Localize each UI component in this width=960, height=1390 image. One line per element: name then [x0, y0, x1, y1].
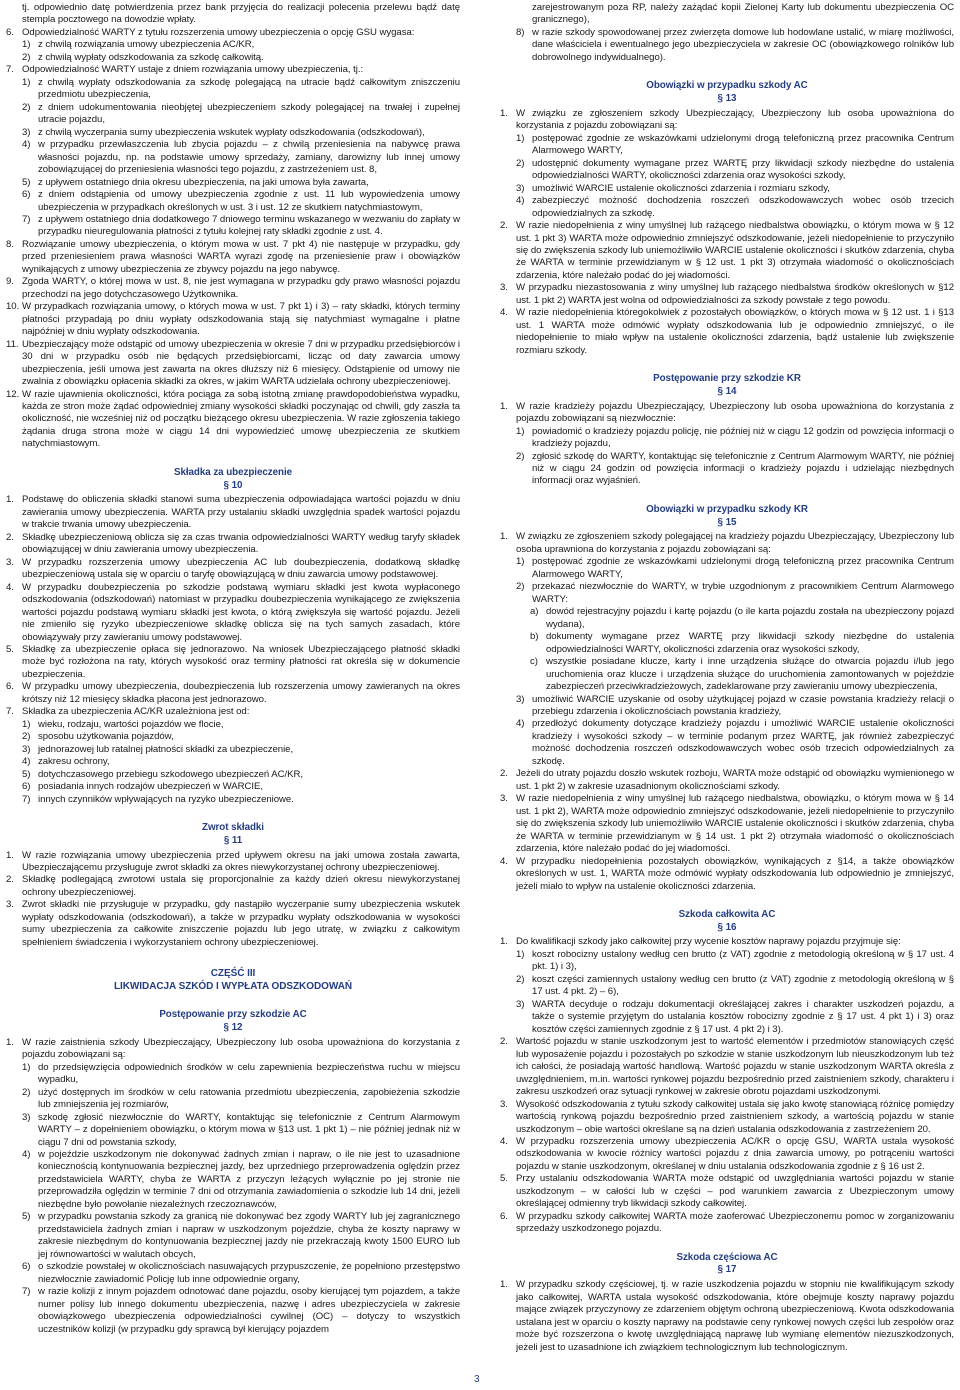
section-heading-kr-obligations: Obowiązki w przypadku szkody KR	[646, 503, 808, 515]
paragraph	[6, 582, 460, 644]
item-number: 7.	[6, 64, 14, 76]
sub-sub-item	[500, 631, 954, 656]
item-text: W razie kradzieży pojazdu Ubezpieczający, Ubezpieczony lub osoba upoważniona do korzystania z pojazdu zobowiązani są niezwłocznie:	[516, 400, 954, 425]
sub-item	[6, 756, 460, 768]
item-number: 1)	[516, 556, 525, 568]
item-number: 2)	[516, 157, 525, 169]
item-text: zabezpieczyć możność dochodzenia roszczeń odszkodowawczych wobec osób trzecich odpowiedzialnych za szkodę.	[532, 195, 954, 219]
item-number: 2)	[22, 1086, 31, 1098]
item-number: 1.	[500, 107, 508, 119]
sub-item	[6, 744, 460, 756]
item-text: Zwrot składki nie przysługuje w przypadku, gdy nastąpiło wyczerpanie sumy ubezpieczenia wskutek wypłaty odszkodowania (odszkodowań), a także w przypadku wypłaty odszkodowania w wysokości sumy ubezpieczenia za całkowite zniszczenie pojazdu lub jego utratę, w związku z całkowitym spełnieniem świadczenia i wykorzystaniem ochrony ubezpieczeniowej.	[22, 899, 460, 948]
item-number: 7)	[22, 1286, 31, 1298]
section-heading-ac-obligations: Obowiązki w przypadku szkody AC	[646, 80, 808, 92]
paragraph	[6, 27, 460, 39]
page-number: 3	[474, 1374, 480, 1385]
item-text: Składkę za ubezpieczenie opłaca się jednorazowo. Na wniosek Ubezpieczającego płatność składki może być rozłożona na raty, których wysokość oraz terminy płatności rat określa się w dokumencie ubezpieczenia.	[22, 643, 460, 680]
section-number-10: § 10	[223, 479, 243, 491]
item-text: W przypadku doubezpieczenia po szkodzie podstawą wymiaru składki jest kwota wypłaconego odszkodowania (odszkodowań) natomiast w przypadku doubezpieczenia wynikającego ze zwiększenia wartości pojazdu podstawą wymiaru składki jest kwota, o którą zwiększyła się wartość pojazdu. Jeżeli nie zmieniło się ryzyko ubezpieczeniowe składkę oblicza się na tych samych zasadach, które obowiązywały przy zawieraniu umowy podstawowej.	[22, 581, 460, 643]
paragraph	[6, 1037, 460, 1062]
left-column	[6, 2, 460, 1336]
item-text: zarejestrowanym poza RP, należy zażądać kopii Zielonej Karty lub dokumentu ubezpieczenia OC granicznego),	[532, 2, 954, 26]
item-text: postępować zgodnie ze wskazówkami udzielonymi drogą telefoniczną przez pracownika Centrum Alarmowego WARTY,	[532, 132, 954, 157]
item-number: 3)	[22, 126, 31, 138]
item-text: wszystkie posiadane klucze, karty i inne urządzenia służące do otwarcia pojazdu i/lub jego uruchomienia oraz klucze i urządzenia służące do uruchomienia zamontowanych w pojeździe zabezpieczeń przeciwkradzieżowych, zadeklarowane przy zawieraniu umowy ubezpieczenia,	[546, 656, 954, 693]
item-number: 12.	[6, 388, 20, 400]
item-number: 9.	[6, 276, 14, 288]
item-text: w razie szkody spowodowanej przez zwierzęta domowe lub hodowlane ustalić, w miarę możliwości, dane właściciela i ewentualnego jego ubezpieczyciela w zakresie OC (obowiązkowego rolników lub dobrowolnego indywidualnego).	[532, 26, 954, 63]
item-number: 11.	[6, 338, 19, 350]
item-number: 3.	[6, 556, 14, 568]
item-number: 2.	[500, 768, 508, 780]
sub-item	[500, 2, 954, 27]
sub-item	[6, 214, 460, 239]
paragraph	[500, 307, 954, 357]
item-text: W przypadku szkody całkowitej WARTA może zaoferować Ubezpieczonemu pomoc w zorganizowaniu sprzedaży uszkodzonego pojazdu.	[516, 1210, 954, 1235]
item-text: powiadomić o kradzieży pojazdu policję, nie później niż w ciągu 12 godzin od powzięcia informacji o kradzieży pojazdu,	[532, 425, 954, 450]
item-number: 6.	[6, 26, 14, 38]
sub-item	[6, 127, 460, 139]
sub-item	[500, 556, 954, 581]
paragraph	[500, 531, 954, 556]
item-text: W razie ujawnienia okoliczności, która pociąga za sobą istotną zmianę prawdopodobieństwa wypadku, każda ze stron może żądać odpowiedniej zmiany wysokości składki poczynając od chwili, gdy zaszła ta okoliczność, nie wcześniej niż od początku bieżącego okresu ubezpieczenia. W razie zgłoszenia takiego żądania druga strona może w ciągu 14 dni wypowiedzieć umowę ubezpieczenia ze skutkiem natychmiastowym.	[22, 388, 460, 450]
sub-item	[6, 1062, 460, 1087]
item-number: 1.	[500, 400, 508, 412]
item-text: sposobu użytkowania pojazdów,	[38, 731, 174, 743]
section-number-15: § 15	[717, 516, 737, 528]
sub-item	[500, 158, 954, 183]
item-number: b)	[530, 631, 539, 643]
item-number: 3.	[500, 282, 508, 294]
item-text: dotychczasowego przebiegu szkodowego ubezpieczeń AC/KR,	[38, 768, 303, 780]
item-text: z chwilą rozwiązania umowy ubezpieczenia AC/KR,	[38, 39, 255, 51]
item-text: dowód rejestracyjny pojazdu i kartę pojazdu (o ile karta pojazdu została na ubezpieczony pojazd wydana),	[546, 606, 954, 630]
paragraph	[6, 681, 460, 706]
item-number: 3.	[500, 1098, 508, 1110]
item-text: Jeżeli do utraty pojazdu doszło wskutek rozboju, WARTA może odstąpić od obowiązku wymienionego w ust. 1 pkt 2) w zakresie uzasadnionym okolicznościami szkody.	[516, 768, 954, 792]
paragraph	[500, 768, 954, 793]
item-text: z chwilą wyczerpania sumy ubezpieczenia wskutek wypłaty odszkodowania (odszkodowań),	[38, 126, 425, 138]
item-number: 8)	[516, 26, 525, 38]
item-text: użyć dostępnych im środków w celu ratowania przedmiotu ubezpieczenia, zapobieżenia szkodzie lub zmniejszenia jej rozmiarów,	[38, 1086, 460, 1111]
item-text: z upływem ostatniego dnia dodatkowego 7 dniowego terminu wskazanego w wezwaniu do zapłaty w przypadku nieuregulowania płatności z tytułu kolejnej raty składki zgodnie z ust. 4.	[38, 213, 460, 238]
item-number: 3)	[22, 743, 31, 755]
item-text: tj. odpowiednio datę potwierdzenia przez bank przyjęcia do realizacji polecenia przelewu bądź datę stempla pocztowego na dowodzie wpłaty.	[22, 2, 460, 26]
paragraph	[6, 339, 460, 389]
item-number: 4)	[22, 139, 31, 151]
paragraph	[6, 494, 460, 531]
section-heading-kr-procedure: Postępowanie przy szkodzie KR	[653, 373, 801, 385]
item-number: 6)	[22, 1261, 31, 1273]
sub-item	[500, 999, 954, 1036]
paragraph	[6, 850, 460, 875]
sub-item	[500, 974, 954, 999]
sub-sub-item	[500, 656, 954, 693]
item-number: 1.	[500, 936, 508, 948]
item-number: 1)	[22, 718, 31, 730]
item-number: 4.	[500, 1135, 508, 1147]
section-number-11: § 11	[223, 834, 243, 846]
item-number: 1)	[516, 132, 525, 144]
paragraph	[500, 936, 954, 948]
sub-item	[6, 731, 460, 743]
item-number: 5.	[6, 643, 14, 655]
item-text: wieku, rodzaju, wartości pojazdów we flocie,	[38, 718, 224, 730]
item-number: 3.	[500, 793, 508, 805]
item-text: Przy ustalaniu odszkodowania WARTA może odstąpić od uwzględniania wartości pojazdu w stanie uszkodzonym – w całości lub w części – pod warunkiem zawarcia z Ubezpieczonym umowy określającej odmienny tryb likwidacji szkody całkowitej.	[516, 1173, 954, 1210]
item-number: 1.	[6, 1036, 14, 1048]
section-number-16: § 16	[717, 921, 737, 933]
item-number: 1)	[22, 39, 31, 51]
item-text: w razie kolizji z innym pojazdem odnotować dane pojazdu, osoby kierującej tym pojazdem, a także numer polisy lub innego dokumentu ubezpieczenia, nazwę i adres ubezpieczyciela w zakresie obowiązkowego ubezpieczenia odpowiedzialności cywilnej (OC) – dotyczy to wszystkich uczestników kolizji (w przypadku gdy sprawcą był kierujący pojazdem	[38, 1286, 460, 1335]
sub-item	[6, 139, 460, 176]
item-text: Składkę ubezpieczeniową oblicza się za czas trwania odpowiedzialności WARTY według taryfy składek obowiązującej w dniu zawierania umowy ubezpieczenia.	[22, 531, 460, 556]
item-text: dokumenty wymagane przez WARTĘ przy likwidacji szkody niezbędne do ustalenia odpowiedzialności WARTY, okoliczności zdarzenia oraz wysokości szkody,	[546, 631, 954, 655]
item-text: Składkę podlegającą zwrotowi ustala się proporcjonalnie za każdy dzień okresu niewykorzystanej ochrony ubezpieczeniowej.	[22, 874, 460, 898]
sub-item	[6, 1211, 460, 1261]
sub-item	[500, 949, 954, 974]
item-number: 1)	[22, 76, 31, 88]
item-number: 10.	[6, 301, 20, 313]
paragraph	[500, 1173, 954, 1210]
item-number: 2.	[6, 874, 14, 886]
item-text: W przypadku niedopełnienia pozostałych obowiązków, wynikających z §14, a także obowiązków określonych w ust. 1, WARTA może odmówić wypłaty odszkodowania lub odpowiednio je zmniejszyć, jeżeli miało to wpływ na ustalenie okoliczności zdarzenia.	[516, 855, 954, 892]
item-number: 4.	[500, 855, 508, 867]
item-number: 5)	[22, 1211, 31, 1223]
sub-item	[6, 102, 460, 127]
item-number: 3)	[516, 693, 525, 705]
sub-item	[6, 177, 460, 189]
paragraph	[6, 644, 460, 681]
item-number: 1.	[6, 494, 14, 506]
sub-item	[500, 133, 954, 158]
paragraph	[6, 706, 460, 718]
item-text: z upływem ostatniego dnia okresu ubezpieczenia, na jaki umowa była zawarta,	[38, 176, 369, 188]
item-number: 6.	[500, 1210, 508, 1222]
paragraph	[6, 532, 460, 557]
item-number: 7.	[6, 706, 14, 718]
item-text: udostępnić dokumenty wymagane przez WARTĘ przy likwidacji szkody niezbędne do ustalenia odpowiedzialności WARTY, okoliczności zdarzenia oraz wysokości szkody,	[532, 157, 954, 182]
item-text: szkodę zgłosić niezwłocznie do WARTY, kontaktując się telefonicznie z Centrum Alarmowym WARTY – z dopełnieniem obowiązku, o którym mowa w §13 ust. 1 pkt 1) – nie później jednak niż w ciągu 7 dni od powstania szkody,	[38, 1111, 460, 1148]
sub-item	[6, 39, 460, 51]
item-number: 7)	[22, 213, 31, 225]
item-text: W przypadkach rozwiązania umowy, o których mowa w ust. 7 pkt 1) i 3) – raty składki, których terminy płatności przypadają po dniu wypłaty odszkodowania stają się natychmiast wymagalne i płatne najpóźniej w dniu wypłaty odszkodowania.	[22, 301, 460, 338]
item-text: koszt robocizny ustalony według cen brutto (z VAT) zgodnie z metodologią określoną w § 17 ust. 4 pkt. 1) i 3),	[532, 948, 954, 973]
paragraph	[500, 1036, 954, 1098]
item-number: 4)	[22, 1148, 31, 1160]
item-text: do przedsięwzięcia odpowiednich środków w celu zapewnienia bezpieczeństwa ruchu w miejscu wypadku,	[38, 1061, 460, 1086]
sub-item	[6, 1286, 460, 1336]
item-text: zgłosić szkodę do WARTY, kontaktując się telefonicznie z Centrum Alarmowym WARTY, nie później niż w ciągu 24 godzin od powzięcia informacji o kradzieży pojazdu i udzielając niezbędnych informacji oraz wyjaśnień.	[532, 450, 954, 487]
paragraph	[500, 793, 954, 855]
sub-item	[500, 451, 954, 488]
item-text: koszt części zamiennych ustalony według cen brutto (z VAT) zgodnie z metodologią określoną w § 17 ust. 4 pkt. 2) – 6),	[532, 973, 954, 998]
item-text: Wartość pojazdu w stanie uszkodzonym jest to wartość elementów i przedmiotów stanowiących część lub wyposażenie pojazdu i pozostałych po szkodzie w stanie uszkodzonym lub nieuszkodzonym lub też ich całości, że posiadają wartość handlową. Wartość pojazdu w stanie uszkodzonym WARTA określa z uwzględnieniem, m.in. wartości rynkowej pojazdu bezpośrednio przed zaistnieniem szkody, charakteru i zakresu uszkodzeń oraz sytuacji rynkowej w zakresie obrotu pojazdami uszkodzonymi.	[516, 1036, 954, 1098]
sub-item	[6, 781, 460, 793]
sub-sub-item	[500, 606, 954, 631]
item-number: 4.	[6, 581, 14, 593]
paragraph	[500, 1136, 954, 1173]
paragraph	[6, 301, 460, 338]
item-number: 2)	[516, 450, 525, 462]
item-text: Składka za ubezpieczenia AC/KR uzależniona jest od:	[22, 706, 250, 718]
item-text: Podstawę do obliczenia składki stanowi suma ubezpieczenia odpowiadająca wartości pojazdu w dniu zawierania umowy ubezpieczenia. WARTA przy ustalaniu składki uwzględnia spadek wartości pojazdu w trakcie trwania umowy ubezpieczenia.	[22, 494, 460, 531]
section-heading-refund: Zwrot składki	[202, 822, 264, 834]
item-number: 2)	[22, 101, 31, 113]
item-number: 3)	[516, 998, 525, 1010]
sub-item	[6, 1149, 460, 1211]
item-number: c)	[530, 656, 538, 668]
paragraph	[500, 401, 954, 426]
section-number-13: § 13	[717, 93, 737, 105]
item-text: w przypadku przewłaszczenia lub zbycia pojazdu – z chwilą przeniesienia na nabywcę prawa własności pojazdu, np. na podstawie umowy sprzedaży, zamiany, darowizny lub innej umowy zobowiązującej do przeniesienia własności tego pojazdu, z zastrzeżeniem ust. 8,	[38, 139, 460, 176]
paragraph	[500, 1279, 954, 1354]
section-heading-total-loss: Szkoda całkowita AC	[678, 909, 776, 920]
item-number: 5)	[22, 176, 31, 188]
sub-item	[500, 183, 954, 195]
item-number: 2)	[516, 581, 525, 593]
item-text: W razie zaistnienia szkody Ubezpieczający, Ubezpieczony lub osoba upoważniona do korzystania z pojazdu zobowiązani są:	[22, 1036, 460, 1061]
item-text: Ubezpieczający może odstąpić od umowy ubezpieczenia w okresie 7 dni w przypadku przedsiębiorców i 30 dni w przypadku osób nie będących przedsiębiorcami, licząc od daty zawarcia umowy ubezpieczenia, jeśli umowa jest zawarta na okres dłuższy niż 6 miesięcy. Odstąpienie od umowy nie zwalnia z obowiązku opłacenia składki za okres, w jakim WARTA udzielała ochrony ubezpieczeniowej.	[22, 338, 460, 388]
paragraph	[500, 1211, 954, 1236]
paragraph	[500, 220, 954, 282]
item-number: 1)	[22, 1061, 31, 1073]
paragraph	[6, 64, 460, 76]
sub-item	[500, 27, 954, 64]
item-text: umożliwić WARCIE ustalenie okoliczności zdarzenia i rozmiaru szkody,	[532, 182, 830, 194]
sub-item	[500, 426, 954, 451]
item-number: 1.	[500, 531, 508, 543]
sub-item	[6, 52, 460, 64]
item-text: umożliwić WARCIE uzyskanie od osoby użytkującej pojazd w czasie powstania kradzieży relacji o przebiegu zdarzenia i okolicznościach powstania kradzieży,	[532, 693, 954, 717]
item-number: 1.	[500, 1279, 508, 1291]
item-number: 7)	[22, 793, 31, 805]
item-text: Odpowiedzialność WARTY ustaje z dniem rozwiązania umowy ubezpieczenia, tj.:	[22, 64, 364, 76]
item-text: W razie rozwiązania umowy ubezpieczenia przed upływem okresu na jaki umowa została zawarta, Ubezpieczającemu przysługuje zwrot składki za okres niewykorzystanej ochrony ubezpieczeniowej.	[22, 849, 460, 873]
item-text: w przypadku powstania szkody za granicą nie dokonywać bez zgody WARTY lub jej zagranicznego przedstawiciela żadnych zmian i napraw w uszkodzonym pojeździe, chyba że koszty naprawy w zakresie niezbędnym do kontynuowania bezpiecznej jazdy nie przekraczają kwoty 1500 EURO lub jej równowartości w walutach obcych,	[38, 1211, 460, 1260]
item-text: W przypadku umowy ubezpieczenia, doubezpieczenia lub rozszerzenia umowy zawieranych na okres krótszy niż 12 miesięcy składka płacona jest jednorazowo.	[22, 681, 460, 705]
item-number: 5.	[500, 1173, 508, 1185]
section-heading-ac-procedure: Postępowanie przy szkodzie AC	[159, 1009, 307, 1021]
paragraph	[500, 282, 954, 307]
item-number: 6)	[22, 189, 31, 201]
item-number: 2.	[6, 531, 14, 543]
item-text: w pojeździe uszkodzonym nie dokonywać żadnych zmian i napraw, o ile nie jest to uzasadnione koniecznością kontynuowania bezpiecznej jazdy, bez uprzedniego przeprowadzenia oględzin przez przedstawiciela WARTY, chyba że WARTA z przyczyn leżących wyłącznie po jej stronie nie przeprowadziła oględzin w terminie 7 dni od otrzymania zawiadomienia o szkodzie lub 14 dni, jeżeli niezbędne było powołanie niezależnych rzeczoznawców,	[38, 1148, 460, 1210]
paragraph	[6, 557, 460, 582]
item-text: W przypadku rozszerzenia umowy ubezpieczenia AC/KR o opcję GSU, WARTA ustala wysokość odszkodowania w kwocie różnicy wartości pojazdu z dnia zawarcia umowy, po potrąceniu wartości pojazdu w stanie uszkodzonym, określanej w dniu ustalania odszkodowania zgodnie z § 16 ust 2.	[516, 1135, 954, 1172]
item-number: 5)	[22, 768, 31, 780]
item-number: 1)	[516, 425, 525, 437]
item-number: 8.	[6, 238, 14, 250]
sub-item	[500, 581, 954, 606]
item-number: 2)	[516, 973, 525, 985]
item-number: 2)	[22, 731, 31, 743]
item-text: WARTA decyduje o rodzaju dokumentacji określającej zakres i charakter uszkodzeń pojazdu, a także o systemie przyjętym do ustalania kosztów robocizny zgodnie z § 17 ust. 4 pkt 1) i 3) oraz kosztów części zamiennych zgodnie z § 17 ust. 4 pkt 2) i 3).	[532, 998, 954, 1035]
item-number: 6.	[6, 681, 14, 693]
item-text: Rozwiązanie umowy ubezpieczenia, o którym mowa w ust. 7 pkt 4) nie następuje w przypadku, gdy przed przeniesieniem prawa własności WARTA wyrazi zgodę na przeniesienie praw i obowiązków wynikających z umowy ubezpieczenia ze zbywcy pojazdu na jego nabywcę.	[22, 238, 460, 275]
item-text: W związku ze zgłoszeniem szkody Ubezpieczający, Ubezpieczony lub osoba upoważniona do korzystania z pojazdu zobowiązani są:	[516, 107, 954, 132]
part-title: CZĘŚĆ III	[210, 968, 256, 980]
item-number: 2.	[500, 1036, 508, 1048]
item-text: W razie niedopełnienia z winy umyślnej lub rażącego niedbalstwa, obowiązku, o którym mowa w § 14 ust. 1 pkt 2), WARTA może odpowiednio zmniejszyć odszkodowanie, jeżeli niedopełnienie to przyczyniło się do zwiększenia szkody lub uniemożliwiło WARCIE ustalenie okoliczności i skutków zdarzenia, chyba że WARTA w terminie przewidzianym w § 14 ust. 1 pkt 2) otrzymała wiadomość o okolicznościach zdarzenia, które należało podać do jej wiadomości.	[516, 793, 954, 855]
sub-item	[500, 195, 954, 220]
item-text: W przypadku szkody częściowej, tj. w razie uszkodzenia pojazdu w stopniu nie kwalifikującym szkody jako całkowitej, WARTA ustala wysokość odszkodowania, które obejmuje koszty naprawy pojazdu mające związek przyczynowy ze zdarzeniem objętym ochroną ubezpieczeniową. Kwota odszkodowania ustalana jest w oparciu o koszty naprawy na podstawie ceny rynkowej nowych części lub zespołów oraz może być rozszerzona o kwotę uwzględniającą naprawę lub wymianę elementów niezuszkodzonych, jeżeli jest to uzasadnione ich związkiem technologicznym lub technologicznym.	[516, 1279, 954, 1353]
item-text: posiadania innych rodzajów ubezpieczeń w WARCIE,	[38, 781, 263, 793]
item-number: 4.	[500, 307, 508, 319]
item-text: przedłożyć dokumenty dotyczące kradzieży pojazdu i umożliwić WARCIE ustalenie okoliczności kradzieży i wysokości szkody – w terminie podanym przez WARTĘ, jak również zabezpieczyć możność dochodzenia roszczeń odszkodowawczych wobec osób trzecich odpowiedzialnych za szkodę.	[532, 718, 954, 767]
section-number-14: § 14	[717, 385, 737, 397]
sub-item	[500, 694, 954, 719]
sub-item	[6, 794, 460, 806]
item-text: Odpowiedzialność WARTY z tytułu rozszerzenia umowy ubezpieczenia o opcję GSU wygasa:	[22, 26, 415, 38]
sub-item	[6, 1087, 460, 1112]
paragraph	[6, 874, 460, 899]
paragraph	[6, 899, 460, 949]
part-subtitle: LIKWIDACJA SZKÓD I WYPŁATA ODSZKODOWAŃ	[113, 981, 353, 993]
item-text: z dniem udokumentowania nieobjętej ubezpieczeniem szkody polegającej na trwałej i zupełnej utracie pojazdu,	[38, 101, 460, 126]
item-text: innych czynników wpływających na ryzyko ubezpieczeniowe.	[38, 793, 294, 805]
item-text: W razie niedopełnienia któregokolwiek z pozostałych obowiązków, o których mowa w § 12 ust. 1 i §13 ust. 1 WARTA może odmówić wypłaty odszkodowania lub je odpowiednio zmniejszyć, o ile niedopełnienie to miało wpływ na ustalenie okoliczności zdarzenia, bądź ustalenie lub zwiększenie rozmiaru szkody.	[516, 307, 954, 356]
item-text: z dniem odstąpienia od umowy ubezpieczenia zgodnie z ust. 11 lub wypowiedzenia umowy ubezpieczenia w przypadkach określonych w ust. 3 i ust. 12 ze skutkiem natychmiastowym,	[38, 189, 460, 213]
item-text: W związku ze zgłoszeniem szkody polegającej na kradzieży pojazdu Ubezpieczający, Ubezpieczony lub osoba uprawniona do korzystania z pojazdu zobowiązani są:	[516, 531, 954, 555]
paragraph	[6, 239, 460, 276]
section-number-12: § 12	[223, 1022, 243, 1034]
item-text: postępować zgodnie ze wskazówkami udzielonymi drogą telefoniczną przez pracownika Centrum Alarmowego WARTY,	[532, 556, 954, 580]
item-text: Wysokość odszkodowania z tytułu szkody całkowitej ustala się jako kwotę stanowiącą różnicę pomiędzy wartością rynkową pojazdu bezpośrednio przed zaistnieniem szkody, a wartością pojazdu w stanie uszkodzonym – obie wartości określane są na dzień ustalania odszkodowania z zastrzeżeniem 20.	[516, 1098, 954, 1135]
item-number: 6)	[22, 781, 31, 793]
paragraph	[500, 108, 954, 133]
item-text: z chwilą wypłaty odszkodowania za szkodę całkowitą.	[38, 51, 264, 63]
paragraph	[6, 389, 460, 451]
right-column	[500, 2, 954, 1354]
item-text: przekazać niezwłocznie do WARTY, w trybie uzgodnionym z pracownikiem Centrum Alarmowego WARTY:	[532, 581, 954, 605]
item-text: W przypadku niezastosowania z winy umyślnej lub rażącego niedbalstwa środków określonych w §12 ust. 1 pkt 2) WARTA jest wolna od odpowiedzialności za szkody powstałe z tego powodu.	[516, 282, 954, 306]
item-text: o szkodzie powstałej w okolicznościach nasuwających przypuszczenie, że popełniono przestępstwo niezwłocznie zawiadomić Policję lub inne odpowiednie organy,	[38, 1261, 460, 1285]
item-number: 4)	[22, 756, 31, 768]
section-number-17: § 17	[717, 1264, 737, 1276]
item-number: 1)	[516, 948, 525, 960]
item-number: 3)	[516, 182, 525, 194]
item-number: 2.	[500, 220, 508, 232]
item-text: zakresu ochrony,	[38, 756, 110, 768]
item-number: 3)	[22, 1111, 31, 1123]
paragraph	[6, 276, 460, 301]
section-heading-premium: Składka za ubezpieczenie	[173, 466, 293, 478]
paragraph	[500, 856, 954, 893]
item-text: W razie niedopełnienia z winy umyślnej lub rażącego niedbalstwa obowiązku, o którym mowa w § 12 ust. 1 pkt 3) WARTA może odpowiednio zmniejszyć odszkodowanie, jeżeli niedopełnienie to przyczyniło się do zwiększenia szkody lub uniemożliwiło WARCIE ustalenie okoliczności i skutków zdarzenia, chyba że WARTA w terminie przewidzianym w § 12 ust. 1 pkt 3) otrzymała wiadomość o okolicznościach zdarzenia, które należało podać do jej wiadomości.	[516, 220, 954, 281]
item-number: 1.	[6, 849, 14, 861]
item-text: jednorazowej lub ratalnej płatności składki za ubezpieczenie,	[38, 743, 294, 755]
item-number: 4)	[516, 718, 525, 730]
sub-item	[6, 189, 460, 214]
item-number: a)	[530, 606, 539, 618]
item-number: 2)	[22, 51, 31, 63]
sub-item	[500, 718, 954, 768]
sub-item	[6, 1112, 460, 1149]
item-text: Zgoda WARTY, o której mowa w ust. 8, nie jest wymagana w przypadku gdy prawo własności pojazdu przechodzi na jego dotychczasowego Użytkownika.	[22, 276, 460, 300]
sub-item	[6, 77, 460, 102]
item-text: z chwilą wypłaty odszkodowania za szkodę polegającą na utracie bądź całkowitym zniszczeniu przedmiotu ubezpieczenia,	[38, 76, 460, 101]
section-heading-partial-loss: Szkoda częściowa AC	[676, 1251, 778, 1263]
item-text: Do kwalifikacji szkody jako całkowitej przy wycenie kosztów naprawy pojazdu przyjmuje się:	[516, 936, 901, 948]
sub-item	[6, 769, 460, 781]
paragraph	[500, 1099, 954, 1136]
item-text: W przypadku rozszerzenia umowy ubezpieczenia AC lub doubezpieczenia, dodatkową składkę ubezpieczeniową ustala się w oparciu o taryfę obowiązującą w dniu zawarcia umowy podstawowej.	[22, 556, 460, 581]
sub-item	[6, 1261, 460, 1286]
item-number: 4)	[516, 195, 525, 207]
item-number: 3.	[6, 899, 14, 911]
sub-item	[6, 719, 460, 731]
paragraph	[6, 2, 460, 27]
